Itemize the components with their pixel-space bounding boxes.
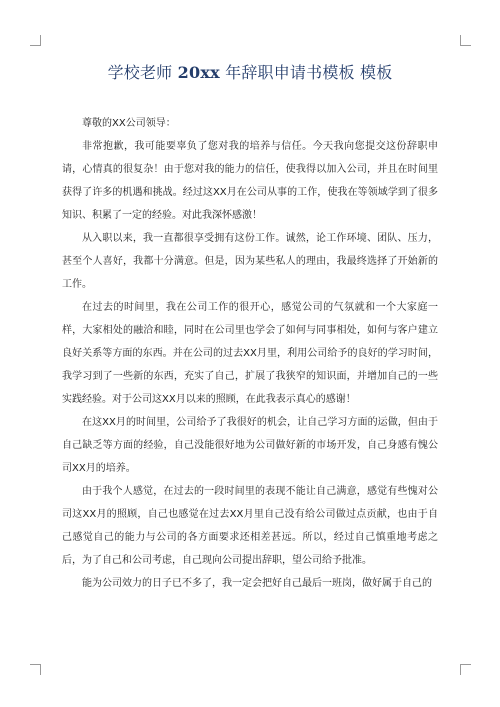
paragraph-1: 非常抱歉，我可能要辜负了您对我的培养与信任。今天我向您提交这份辞职申请，心情真的很复杂！由于您对我的能力的信任，使我得以加入公司，并且在时间里获得了许多的机遇和挑战。经过这XX月在公司从事的工作，使我在等领域学到了很多知识、积累了一定的经验。对此我深怀感激！ <box>62 141 438 221</box>
paragraph-6: 能为公司效力的日子已不多了，我一定会把好自己最后一班岗，做好属于自己的 <box>82 578 432 589</box>
corner-mark-bottom-right <box>460 664 471 675</box>
paragraph-5: 由于我个人感觉，在过去的一段时间里的表现不能让自己满意，感觉有些愧对公司这XX月的照顾，自己也感觉在过去XX月里自己没有给公司做过点贡献，也由于自己感觉自己的能力与公司的各方面要求还相差甚远。所以，经过自己慎重地考虑之后，为了自己和公司考虑，自己现向公司提出辞职，望公司给予批准。 <box>62 486 438 566</box>
paragraph-4: 在这XX月的时间里，公司给予了我很好的机会，让自己学习方面的运做，但由于自己缺乏等方面的经验，自己没能很好地为公司做好新的市场开发，自己身感有愧公司XX月的培养。 <box>62 417 438 474</box>
corner-mark-bottom-left <box>30 664 41 675</box>
title-year: 20xx <box>177 63 220 82</box>
corner-mark-top-right <box>460 35 471 46</box>
paragraph-2: 从入职以来，我一直都很享受拥有这份工作。诚然，论工作环境、团队、压力，甚至个人喜好，我都十分满意。但是，因为某些私人的理由，我最终选择了开始新的工作。 <box>62 233 438 290</box>
document-title <box>40 62 460 84</box>
title-suffix: 年辞职申请书模板 模板 <box>219 63 393 82</box>
paragraph-3: 在过去的时间里，我在公司工作的很开心，感觉公司的气氛就和一个大家庭一样，大家相处的融洽和睦，同时在公司里也学会了如何与同事相处，如何与客户建立良好关系等方面的东西。并在公司的过去XX月里，利用公司给予的良好的学习时间，我学习到了一些新的东西，充实了自己，扩展了我狭窄的知识面，并增加自己的一些实践经验。对于公司这XX月以来的照顾，在此我表示真心的感谢！ <box>62 302 438 405</box>
document-body <box>62 112 438 595</box>
corner-mark-top-left <box>30 35 41 46</box>
salutation: 尊敬的XX公司领导： <box>82 118 176 129</box>
title-prefix: 学校老师 <box>107 63 178 82</box>
